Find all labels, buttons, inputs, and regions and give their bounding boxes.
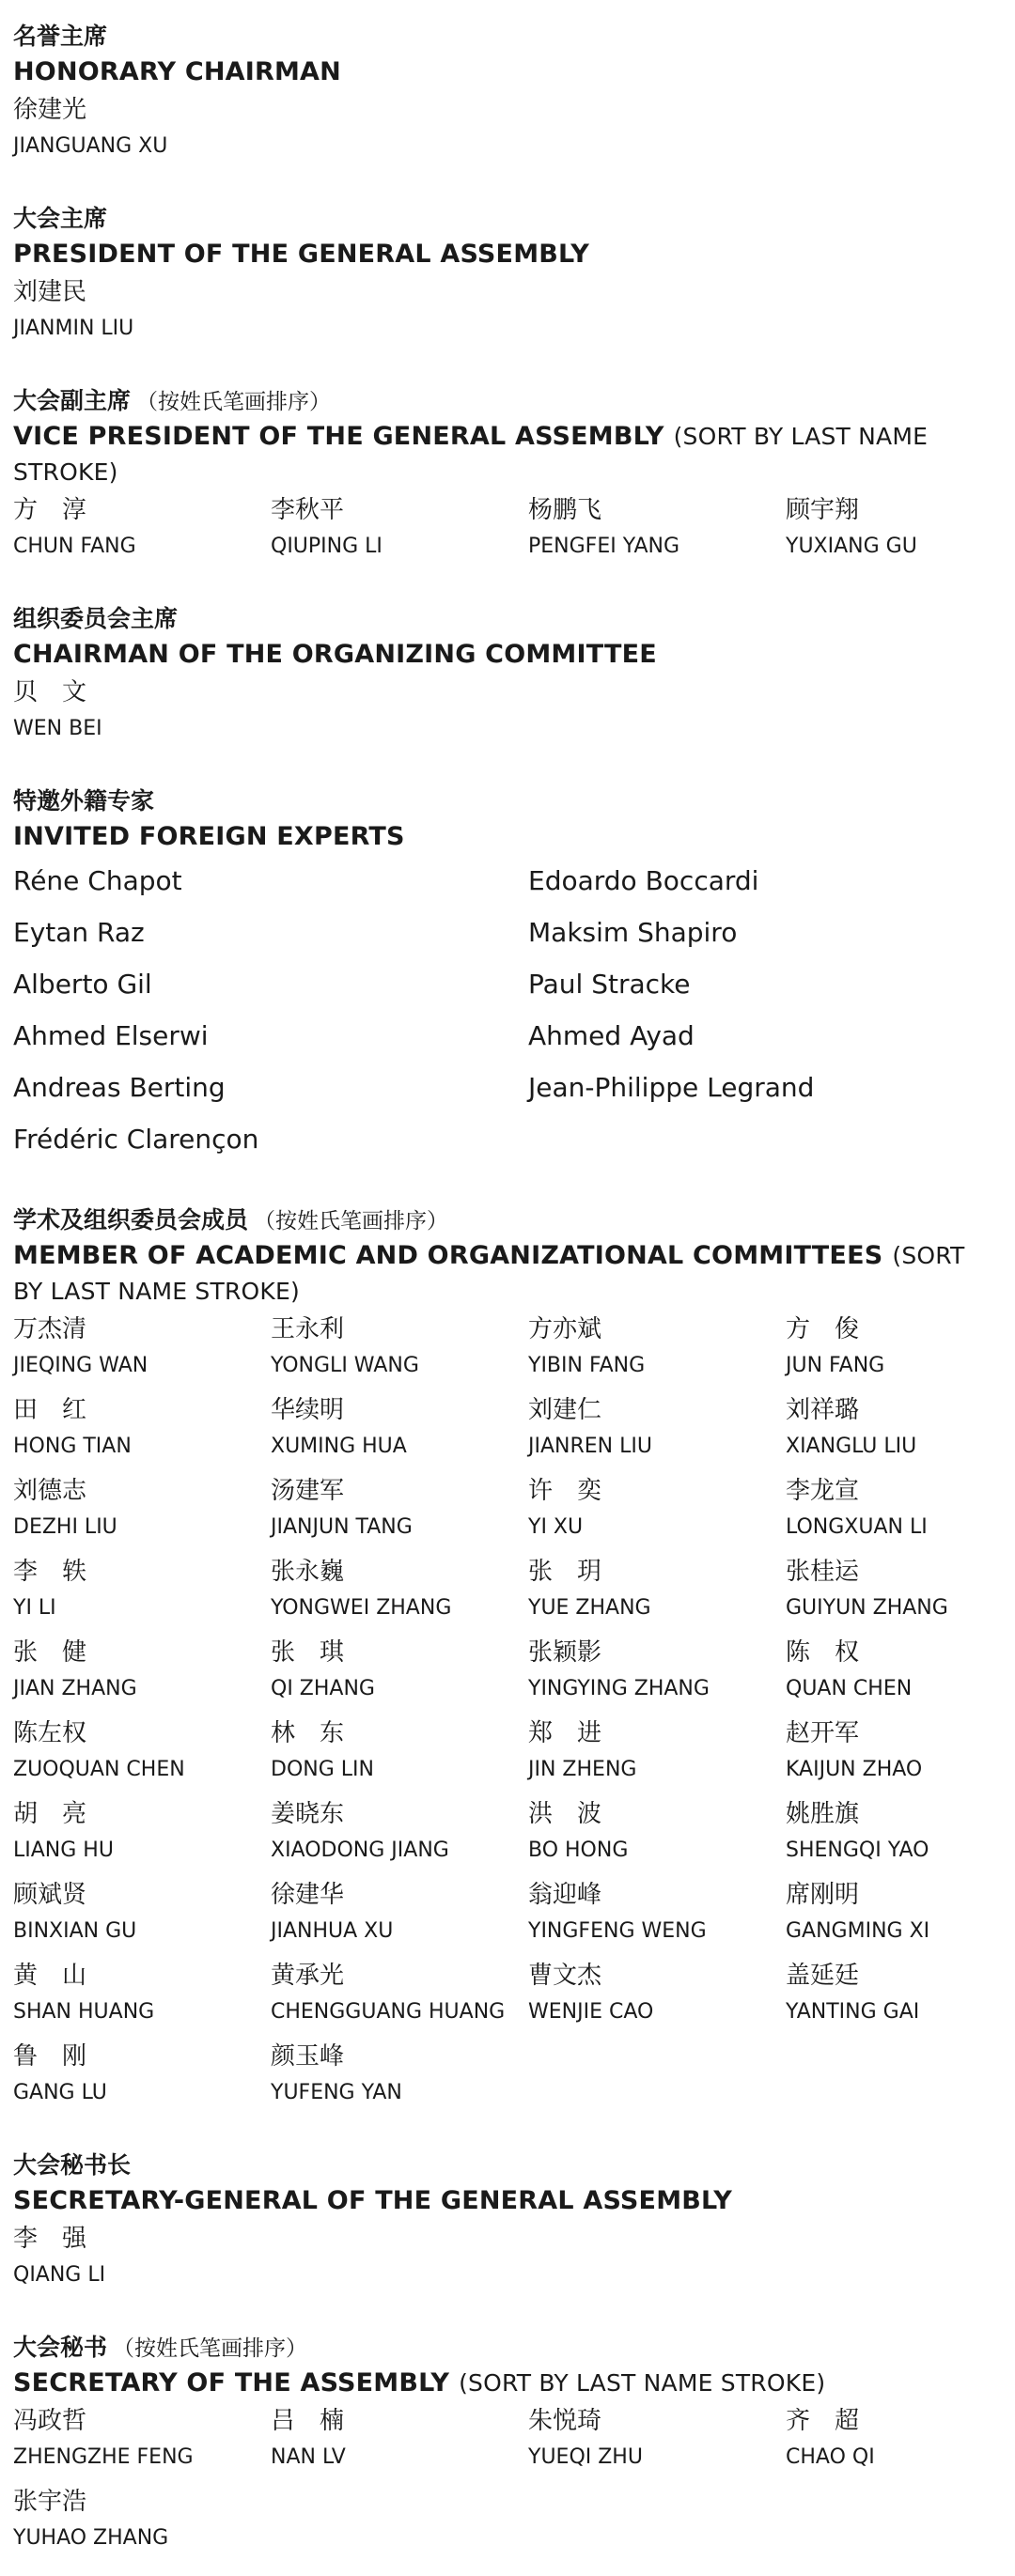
person-name-en: KAIJUN ZHAO: [786, 1758, 923, 1781]
foreign-expert-name: Eytan Raz: [13, 917, 145, 948]
section-title-cn: 大会主席: [13, 205, 108, 232]
title-text: VICE PRESIDENT OF THE GENERAL ASSEMBLY: [13, 422, 664, 451]
person-entry: [13, 1633, 271, 1714]
section-title-cn: [13, 383, 1000, 419]
person-entry: [13, 1310, 271, 1390]
person-name-en: PENGFEI YANG: [528, 535, 679, 558]
person-name-en: WEN BEI: [13, 717, 102, 740]
people-grid: [13, 2401, 1000, 2563]
person-name-cn: 许 奕: [528, 1477, 602, 1505]
person-name-cn: 姚胜旗: [786, 1800, 860, 1828]
person-name-cn: 徐建光: [13, 96, 87, 124]
person-entry: [13, 90, 271, 171]
person-entry: [786, 1552, 1000, 1633]
person-name-en: JIN ZHENG: [528, 1758, 637, 1781]
person-entry: [786, 1633, 1000, 1714]
section-title-cn: 大会秘书长: [13, 2151, 132, 2179]
person-entry: [271, 1714, 528, 1794]
person-name-cn: 汤建军: [271, 1477, 345, 1505]
foreign-expert-name: Jean-Philippe Legrand: [528, 1072, 815, 1103]
person-entry: [13, 1875, 271, 1956]
person-name-cn: 郑 进: [528, 1719, 602, 1747]
person-name-cn: 张永巍: [271, 1558, 345, 1586]
person-name-cn: 朱悦琦: [528, 2407, 602, 2435]
person-entry: [271, 490, 528, 571]
person-name-en: YUEQI ZHU: [528, 2445, 643, 2469]
person-entry: [271, 1552, 528, 1633]
person-name-en: CHUN FANG: [13, 535, 136, 558]
foreign-expert-name: Andreas Berting: [13, 1072, 226, 1103]
person-name-en: ZHENGZHE FENG: [13, 2445, 194, 2469]
person-entry: [13, 1956, 271, 2037]
person-name-en: WENJIE CAO: [528, 2000, 654, 2024]
people-grid: [13, 1310, 1000, 2118]
person-entry: [528, 1956, 786, 2037]
sort-note-en: (SORT BY LAST NAME STROKE): [459, 2369, 826, 2397]
people-grid: [13, 90, 1000, 171]
foreign-expert-name: Réne Chapot: [13, 865, 182, 896]
person-entry: [13, 1552, 271, 1633]
person-name-en: YUFENG YAN: [271, 2081, 402, 2104]
section-title-en: [13, 419, 1000, 490]
person-name-cn: 张宇浩: [13, 2488, 87, 2516]
person-entry: [528, 1471, 786, 1552]
foreign-expert-name: Maksim Shapiro: [528, 917, 738, 948]
person-entry: [786, 1310, 1000, 1390]
person-entry: [786, 1471, 1000, 1552]
section-title-en: [13, 2366, 1000, 2401]
person-entry: [13, 490, 271, 571]
person-name-en: YINGYING ZHANG: [528, 1677, 710, 1700]
person-name-cn: 吕 楠: [271, 2407, 345, 2435]
person-name-en: QUAN CHEN: [786, 1677, 913, 1700]
title-text: SECRETARY OF THE ASSEMBLY: [13, 2368, 450, 2398]
sort-note-cn: （按姓氏笔画排序）: [136, 390, 332, 414]
foreign-expert-name: Ahmed Elserwi: [13, 1020, 209, 1051]
person-name-cn: 刘德志: [13, 1477, 87, 1505]
person-name-en: YUXIANG GU: [786, 535, 917, 558]
foreign-expert-name: Edoardo Boccardi: [528, 865, 759, 896]
person-entry: [13, 272, 271, 353]
person-name-cn: 洪 波: [528, 1800, 602, 1828]
person-name-en: JIANHUA XU: [271, 1919, 394, 1943]
person-name-en: YUE ZHANG: [528, 1596, 651, 1620]
person-name-en: ZUOQUAN CHEN: [13, 1758, 185, 1781]
person-name-en: CHENGGUANG HUANG: [271, 2000, 506, 2024]
person-name-cn: 田 红: [13, 1396, 87, 1424]
person-name-en: JIANGUANG XU: [13, 134, 168, 158]
person-name-cn: 胡 亮: [13, 1800, 87, 1828]
person-name-cn: 李 轶: [13, 1558, 87, 1586]
person-name-en: BO HONG: [528, 1839, 629, 1862]
section-committee-members: [13, 1203, 1000, 2118]
person-entry: [528, 490, 786, 571]
person-name-cn: 冯政哲: [13, 2407, 87, 2435]
person-entry: [13, 2219, 271, 2300]
person-entry: [271, 1471, 528, 1552]
person-name-en: DONG LIN: [271, 1758, 374, 1781]
person-name-en: LIANG HU: [13, 1839, 114, 1862]
person-entry: [528, 1875, 786, 1956]
person-name-en: GANGMING XI: [786, 1919, 930, 1943]
section-foreign-experts: [13, 784, 1000, 1165]
person-name-en: XIANGLU LIU: [786, 1435, 917, 1458]
person-name-en: YINGFENG WENG: [528, 1919, 707, 1943]
person-name-cn: 林 东: [271, 1719, 345, 1747]
person-name-en: JIANMIN LIU: [13, 317, 134, 340]
section-title-cn: [13, 2330, 1000, 2366]
foreign-experts-grid: [13, 855, 1000, 1165]
people-grid: [13, 2219, 1000, 2300]
person-entry: [528, 1714, 786, 1794]
foreign-expert-name: Alberto Gil: [13, 969, 152, 1000]
person-name-cn: 翁迎峰: [528, 1881, 602, 1909]
person-name-cn: 顾斌贤: [13, 1881, 87, 1909]
sort-note-en: (SORT BY LAST NAME STROKE): [13, 1242, 965, 1305]
person-name-cn: 张桂运: [786, 1558, 860, 1586]
person-name-en: YONGWEI ZHANG: [271, 1596, 452, 1620]
person-entry: [13, 2482, 271, 2563]
person-entry: [271, 1310, 528, 1390]
title-text: MEMBER OF ACADEMIC AND ORGANIZATIONAL COMMITTEES: [13, 1241, 883, 1270]
title-text: 大会副主席: [13, 387, 132, 414]
section-vice-president: [13, 383, 1000, 571]
person-name-cn: 刘祥璐: [786, 1396, 860, 1424]
person-name-cn: 盖延廷: [786, 1962, 860, 1990]
person-name-en: YUHAO ZHANG: [13, 2526, 169, 2550]
section-title-cn: 特邀外籍专家: [13, 787, 155, 815]
person-name-en: QIANG LI: [13, 2263, 106, 2287]
person-name-cn: 刘建仁: [528, 1396, 602, 1424]
person-name-en: JIANREN LIU: [528, 1435, 652, 1458]
person-name-cn: 贝 文: [13, 678, 87, 706]
person-entry: [528, 1794, 786, 1875]
person-name-cn: 李秋平: [271, 496, 345, 524]
people-grid: [13, 272, 1000, 353]
person-entry: [13, 2401, 271, 2482]
person-name-en: QI ZHANG: [271, 1677, 375, 1700]
person-entry: [13, 673, 271, 753]
sort-note-cn: （按姓氏笔画排序）: [254, 1209, 449, 1234]
person-name-cn: 李 强: [13, 2225, 87, 2253]
person-entry: [13, 1714, 271, 1794]
person-name-cn: 张 健: [13, 1638, 87, 1667]
person-entry: [786, 1794, 1000, 1875]
person-name-en: YANTING GAI: [786, 2000, 920, 2024]
person-name-cn: 张 琪: [271, 1638, 345, 1667]
title-text: 大会秘书: [13, 2334, 108, 2361]
people-grid: [13, 673, 1000, 753]
person-entry: [13, 1390, 271, 1471]
section-title-cn: [13, 1203, 1000, 1238]
section-title-en: INVITED FOREIGN EXPERTS: [13, 822, 405, 851]
foreign-expert-name: Frédéric Clarençon: [13, 1124, 259, 1155]
person-name-en: CHAO QI: [786, 2445, 875, 2469]
sort-note-en: (SORT BY LAST NAME STROKE): [13, 423, 929, 486]
person-name-cn: 齐 超: [786, 2407, 860, 2435]
section-title-en: [13, 1238, 1000, 1310]
person-name-cn: 陈 权: [786, 1638, 860, 1667]
person-name-en: GANG LU: [13, 2081, 107, 2104]
person-entry: [528, 1390, 786, 1471]
person-name-cn: 方亦斌: [528, 1315, 602, 1343]
person-name-cn: 万杰清: [13, 1315, 87, 1343]
section-secretary-general: [13, 2148, 1000, 2300]
foreign-expert-name: Paul Stracke: [528, 969, 691, 1000]
person-name-en: YIBIN FANG: [528, 1354, 646, 1377]
person-entry: [271, 2401, 528, 2482]
person-name-cn: 刘建民: [13, 278, 87, 306]
section-organizing-chairman: [13, 601, 1000, 753]
person-name-cn: 方 淳: [13, 496, 87, 524]
section-title-en: HONORARY CHAIRMAN: [13, 57, 341, 86]
section-title-cn: 组织委员会主席: [13, 605, 179, 632]
section-honorary-chairman: [13, 19, 1000, 171]
person-entry: [786, 1714, 1000, 1794]
person-name-en: JIAN ZHANG: [13, 1677, 137, 1700]
section-secretary: [13, 2330, 1000, 2563]
person-entry: [528, 1633, 786, 1714]
person-name-en: QIUPING LI: [271, 535, 383, 558]
person-name-cn: 杨鹏飞: [528, 496, 602, 524]
person-entry: [271, 1794, 528, 1875]
section-title-en: CHAIRMAN OF THE ORGANIZING COMMITTEE: [13, 640, 657, 669]
person-entry: [271, 1875, 528, 1956]
person-name-cn: 曹文杰: [528, 1962, 602, 1990]
person-entry: [786, 1390, 1000, 1471]
person-entry: [271, 1956, 528, 2037]
person-entry: [786, 490, 1000, 571]
person-entry: [528, 1552, 786, 1633]
person-name-en: YI XU: [528, 1515, 584, 1539]
person-name-en: GUIYUN ZHANG: [786, 1596, 948, 1620]
person-name-en: SHAN HUANG: [13, 2000, 155, 2024]
people-grid: [13, 490, 1000, 571]
person-name-cn: 陈左权: [13, 1719, 87, 1747]
person-name-en: DEZHI LIU: [13, 1515, 117, 1539]
person-name-cn: 徐建华: [271, 1881, 345, 1909]
person-name-cn: 黄承光: [271, 1962, 345, 1990]
person-entry: [528, 2401, 786, 2482]
person-entry: [271, 1633, 528, 1714]
person-entry: [271, 2037, 528, 2118]
person-entry: [528, 1310, 786, 1390]
person-name-en: NAN LV: [271, 2445, 346, 2469]
person-name-cn: 黄 山: [13, 1962, 87, 1990]
section-president: [13, 201, 1000, 353]
person-entry: [13, 2037, 271, 2118]
person-entry: [13, 1794, 271, 1875]
person-name-cn: 王永利: [271, 1315, 345, 1343]
section-title-cn: 名誉主席: [13, 23, 108, 50]
person-name-cn: 颜玉峰: [271, 2042, 345, 2071]
person-entry: [786, 1875, 1000, 1956]
person-name-en: YONGLI WANG: [271, 1354, 419, 1377]
person-name-en: XUMING HUA: [271, 1435, 407, 1458]
person-name-en: JIANJUN TANG: [271, 1515, 413, 1539]
person-entry: [786, 2401, 1000, 2482]
person-name-cn: 华续明: [271, 1396, 345, 1424]
person-name-en: SHENGQI YAO: [786, 1839, 929, 1862]
person-name-en: JUN FANG: [786, 1354, 885, 1377]
person-name-en: JIEQING WAN: [13, 1354, 148, 1377]
section-title-en: PRESIDENT OF THE GENERAL ASSEMBLY: [13, 240, 589, 269]
person-name-cn: 鲁 刚: [13, 2042, 87, 2071]
title-text: 学术及组织委员会成员: [13, 1206, 249, 1234]
person-name-en: BINXIAN GU: [13, 1919, 137, 1943]
foreign-expert-name: Ahmed Ayad: [528, 1020, 695, 1051]
section-title-en: SECRETARY-GENERAL OF THE GENERAL ASSEMBLY: [13, 2186, 733, 2215]
person-entry: [786, 1956, 1000, 2037]
person-name-cn: 赵开军: [786, 1719, 860, 1747]
person-name-cn: 方 俊: [786, 1315, 860, 1343]
person-name-cn: 姜晓东: [271, 1800, 345, 1828]
sort-note-cn: （按姓氏笔画排序）: [113, 2336, 308, 2361]
person-name-cn: 顾宇翔: [786, 496, 860, 524]
person-name-cn: 张 玥: [528, 1558, 602, 1586]
person-name-cn: 张颖影: [528, 1638, 602, 1667]
page: [13, 19, 1000, 2563]
person-name-cn: 李龙宣: [786, 1477, 860, 1505]
person-name-cn: 席刚明: [786, 1881, 860, 1909]
person-entry: [13, 1471, 271, 1552]
person-name-en: YI LI: [13, 1596, 56, 1620]
person-name-en: HONG TIAN: [13, 1435, 132, 1458]
person-name-en: LONGXUAN LI: [786, 1515, 928, 1539]
person-entry: [271, 1390, 528, 1471]
person-name-en: XIAODONG JIANG: [271, 1839, 449, 1862]
